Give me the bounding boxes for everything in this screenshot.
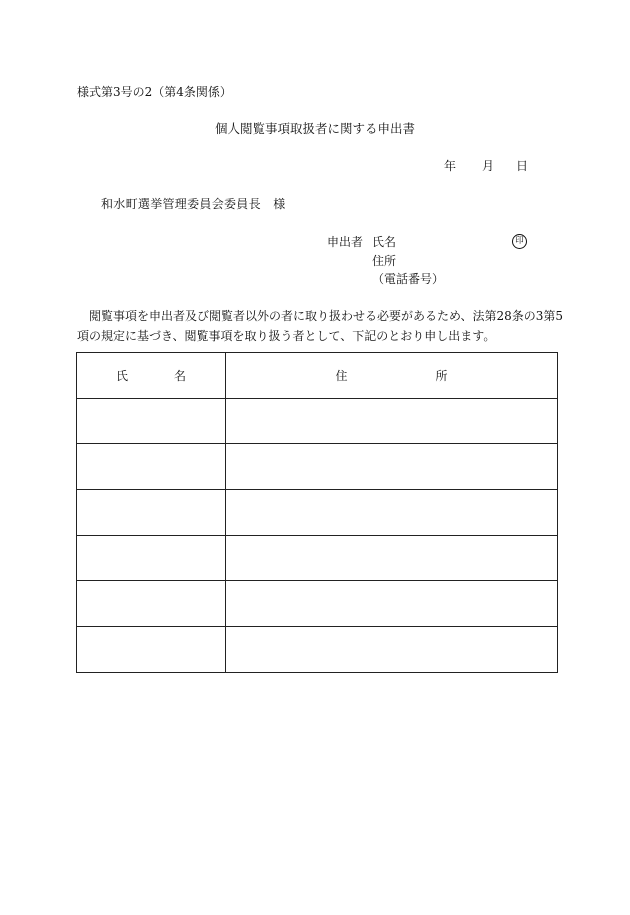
address-cell[interactable]	[226, 444, 558, 490]
table-row	[77, 444, 558, 490]
body-line-1: 閲覧事項を申出者及び閲覧者以外の者に取り扱わせる必要があるため、法第28条の3第5	[89, 309, 564, 323]
header-address	[226, 353, 558, 399]
table-row	[77, 535, 558, 581]
body-paragraph	[77, 306, 564, 346]
table-row	[77, 490, 558, 536]
address-cell[interactable]	[226, 627, 558, 673]
name-cell[interactable]	[77, 444, 226, 490]
header-name-char-2: 名	[173, 368, 186, 383]
name-cell[interactable]	[77, 581, 226, 627]
table-row	[77, 627, 558, 673]
applicant-label: 申出者	[327, 235, 364, 249]
date-year-label: 年	[444, 159, 457, 173]
applicant-phone-label: （電話番号）	[372, 272, 445, 286]
applicant-name-label: 氏名	[372, 235, 397, 249]
address-cell[interactable]	[226, 490, 558, 536]
name-cell[interactable]	[77, 490, 226, 536]
address-cell[interactable]	[226, 581, 558, 627]
applicant-address-label: 住所	[372, 254, 397, 268]
name-cell[interactable]	[77, 535, 226, 581]
name-cell[interactable]	[77, 398, 226, 444]
table-header-row	[77, 353, 558, 399]
address-cell[interactable]	[226, 535, 558, 581]
header-name-char-1: 氏	[116, 368, 129, 383]
table-row	[77, 398, 558, 444]
form-number: 様式第3号の2（第4条関係）	[77, 85, 232, 99]
header-address-char-1: 住	[335, 368, 348, 383]
address-cell[interactable]	[226, 398, 558, 444]
handler-table	[76, 352, 558, 673]
date-day-label: 日	[516, 159, 529, 173]
table-row	[77, 581, 558, 627]
seal-mark: 印	[512, 234, 527, 249]
name-cell[interactable]	[77, 627, 226, 673]
date-month-label: 月	[482, 159, 495, 173]
header-name	[77, 353, 226, 399]
addressee: 和水町選挙管理委員会委員長 様	[101, 197, 286, 211]
body-line-2: 項の規定に基づき、閲覧事項を取り扱う者として、下記のとおり申し出ます。	[77, 329, 496, 343]
document-title: 個人閲覧事項取扱者に関する申出書	[214, 121, 415, 136]
header-address-char-2: 所	[435, 368, 448, 383]
